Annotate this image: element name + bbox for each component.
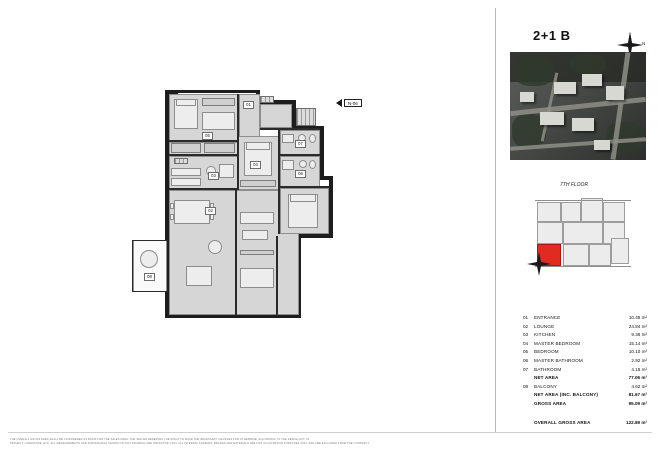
furniture-closet: [204, 143, 235, 153]
floor-key-plan: [527, 192, 645, 284]
schedule-row: [523, 384, 647, 393]
furniture-chair: [170, 203, 174, 209]
furniture-wc: [309, 134, 316, 143]
furniture-sofa: [240, 212, 274, 224]
furniture-shower: [282, 160, 294, 170]
partition-wall: [280, 186, 329, 188]
furniture-desk: [202, 112, 235, 130]
schedule-row-value: 24.84 m²: [628, 323, 647, 329]
partition-wall: [235, 250, 237, 316]
wall-segment: [178, 90, 256, 93]
furniture-coffee-table: [242, 230, 268, 240]
disclaimer-line-2: PROJECT, LANDSCAPE, ETC. ALL MEASUREMENTS AND FURNISHINGS SHOWN ON THIS DRAWING ARE INDICATIVE ONLY. ALL INTERNAL FINISHES, BRANDS AND MATERIALS ARE FOR ILLUSTRATIVE PURPOSES ONLY AND ARE EXCLUDED FROM THE CONTRACT.: [10, 442, 370, 446]
wall-segment: [165, 315, 301, 318]
schedule-row-name: MASTER BATHROOM: [534, 357, 583, 363]
schedule-row: [523, 367, 647, 376]
partition-wall: [169, 188, 239, 190]
furniture-pillow: [246, 142, 270, 150]
furniture-pillow: [176, 99, 196, 106]
schedule-row-value: 4.18 m²: [631, 366, 647, 372]
furniture-armchair: [208, 240, 222, 254]
schedule-row-number: 04: [523, 340, 529, 346]
furniture-sofa: [240, 268, 274, 288]
furniture-tv-unit: [240, 250, 274, 255]
info-panel: [505, 10, 651, 430]
schedule-row-name: BALCONY: [534, 383, 558, 389]
schedule-row-name: MASTER BEDROOM: [534, 340, 581, 346]
schedule-row-number: 01: [523, 315, 529, 320]
balcony-rail: [132, 291, 168, 292]
schedule-row-gross-area: [523, 401, 647, 410]
furniture-counter: [171, 178, 201, 186]
schedule-row-number: 07: [523, 366, 529, 372]
keyplan-compass-star-icon: [527, 252, 551, 276]
partition-wall: [169, 154, 239, 156]
furniture-closet: [171, 143, 201, 153]
room-entrance-extension: [260, 104, 292, 128]
plan-geometry: [130, 90, 365, 340]
floor-label: 7TH FLOOR: [560, 182, 589, 188]
balcony-rail: [132, 240, 133, 292]
disclaimer-line-1: THE OVERALL GROSS AREA SHALL BE CONSIDERED AS BASIS FOR THE SALES AREA. THE SELLER RESERVES THE RIGHT TO MAKE THE NECESSARY CHANGES FOR OTHERWISE, ACCORDING TO THE DESIGN ACT, IN: [10, 438, 310, 441]
furniture-wardrobe: [240, 180, 276, 187]
schedule-row-name: BATHROOM: [534, 366, 562, 372]
schedule-row-value: 122.89 m²: [626, 419, 647, 425]
room-number-07: 07: [295, 140, 306, 148]
room-number-01: 01: [243, 101, 254, 109]
shaft-hatch: [296, 108, 316, 126]
schedule-row-number: 05: [523, 349, 529, 355]
schedule-row-value: 4.62 m²: [631, 383, 647, 389]
furniture-wardrobe: [202, 98, 235, 106]
furniture-counter: [171, 168, 201, 176]
schedule-row-name: GROSS AREA: [534, 400, 567, 406]
schedule-row-overall-gross-area: [523, 420, 647, 429]
schedule-row-number: 02: [523, 323, 529, 329]
room-number-05: 05: [202, 132, 213, 140]
schedule-row-name: BEDROOM: [534, 349, 559, 355]
shaft-hatch: [260, 96, 274, 103]
furniture-washbasin: [299, 160, 307, 168]
room-number-04: 04: [250, 161, 261, 169]
wall-segment: [320, 126, 324, 176]
schedule-row-net-area: [523, 375, 647, 384]
schedule-row-value: 2.92 m²: [631, 357, 647, 363]
schedule-row-value: 95.09 m²: [628, 400, 647, 406]
schedule-row-number: 08: [523, 383, 529, 389]
entrance-arrow-icon: [336, 99, 342, 107]
schedule-row: [523, 341, 647, 350]
partition-wall: [276, 236, 278, 316]
schedule-row: [523, 358, 647, 367]
wall-segment: [329, 176, 333, 238]
schedule-row: [523, 332, 647, 341]
partition-wall: [169, 140, 239, 142]
furniture-bathtub: [282, 134, 294, 143]
schedule-row-net-area-inc-balcony: [523, 392, 647, 401]
footer-divider: [8, 432, 652, 433]
room-number-06: 06: [295, 170, 306, 178]
room-number-08: 08: [144, 273, 155, 281]
area-schedule: [523, 315, 647, 428]
schedule-row: [523, 315, 647, 324]
schedule-row-name: ENTRANCE: [534, 315, 561, 320]
partition-wall: [278, 130, 280, 234]
schedule-row-value: 10.49 m²: [628, 315, 647, 320]
site-aerial-photo: [510, 52, 646, 160]
schedule-row: [523, 324, 647, 333]
furniture-wc: [309, 160, 316, 169]
furniture-balcony-table: [140, 250, 158, 268]
schedule-row-value: 77.06 m²: [628, 375, 647, 381]
compass-north-label: N: [642, 41, 646, 46]
balcony-rail: [132, 240, 168, 241]
furniture-pillow: [290, 194, 316, 202]
furniture-sideboard: [186, 266, 212, 286]
partition-wall: [237, 94, 239, 190]
schedule-row-name: NET AREA: [534, 375, 559, 381]
schedule-row-name: KITCHEN: [534, 332, 556, 338]
apartment-floor-plan: [10, 10, 488, 428]
schedule-row-name: LOUNGE: [534, 323, 555, 329]
furniture-chair: [170, 214, 174, 220]
schedule-row-value: 9.38 m²: [631, 332, 647, 338]
schedule-row-name: OVERALL GROSS AREA: [534, 419, 591, 425]
partition-wall: [235, 190, 237, 252]
schedule-row-value: 10.10 m²: [628, 349, 647, 355]
room-number-02: 02: [205, 207, 216, 215]
schedule-row: [523, 349, 647, 358]
schedule-row-value: 81.67 m²: [628, 392, 647, 398]
entrance-tag: N-06: [344, 99, 362, 107]
page-title: 2+1 B: [533, 28, 571, 43]
partition-wall: [280, 154, 320, 156]
schedule-row-name: NET AREA (INC. BALCONY): [534, 392, 599, 398]
keyplan-compass-icon: [527, 252, 551, 276]
room-number-03: 03: [208, 172, 219, 180]
partition-wall: [260, 128, 320, 130]
schedule-row-value: 15.14 m²: [628, 340, 647, 346]
wall-segment: [298, 234, 333, 238]
schedule-row-number: 03: [523, 332, 529, 338]
disclaimer: [10, 438, 650, 447]
shaft-hatch: [174, 158, 188, 164]
vertical-divider: [495, 8, 496, 432]
schedule-row-number: 06: [523, 357, 529, 363]
furniture-appliance: [219, 164, 234, 178]
